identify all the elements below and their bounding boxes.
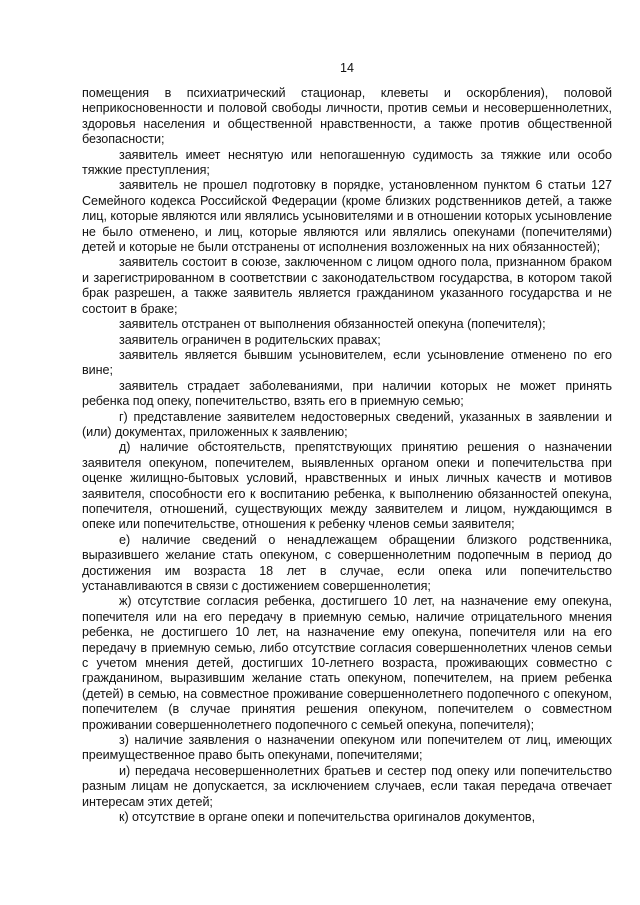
paragraph: заявитель ограничен в родительских правах; [119,332,381,347]
paragraph: ж) отсутствие согласия ребенка, достигшего 10 лет, на назначение ему опекуна, попечителя или на его передачу в приемную семью, наличие отрицательного мнения ребенка, не достигшего 10 лет, на назначение ему опекуна, попечителя или на его передачу в приемную семью, либо отсутствие согласия совершеннолетних членов семьи с учетом мнения детей, достигших 10-летнего возраста, проживающих совместно с гражданином, выразившим желание стать опекуном, попечителем, на прием ребенка (детей) в семью, на совместное проживание совершеннолетнего подопечного с опекуном, попечителем (в случае принятия решения опекуном, попечителем о совместном проживании совершеннолетнего подопечного с семьей опекуна, попечителя); [82,594,612,732]
paragraph: заявитель имеет неснятую или непогашенную судимость за тяжкие или особо тяжкие преступления; [82,147,612,178]
paragraph: заявитель страдает заболеваниями, при наличии которых не может принять ребенка под опеку, попечительство, взять его в приемную семью; [82,378,612,409]
page-number: 14 [340,61,354,75]
paragraph: к) отсутствие в органе опеки и попечительства оригиналов документов, [119,810,536,825]
document-body [82,86,612,826]
paragraph: заявитель состоит в союзе, заключенном с лицом одного пола, признанном браком и зарегистрированном в соответствии с законодательством государства, в котором такой брак разрешен, а также заявитель является гражданином указанного государства и не состоит в браке; [82,255,612,316]
paragraph: е) наличие сведений о ненадлежащем обращении близкого родственника, выразившего желание стать опекуном, с совершеннолетним подопечным в период до достижения им возраста 18 лет в случае, если опека или попечительство устанавливаются в связи с достижением совершеннолетия; [82,532,612,593]
paragraph: заявитель отстранен от выполнения обязанностей опекуна (попечителя); [119,317,546,332]
paragraph: заявитель является бывшим усыновителем, если усыновление отменено по его вине; [82,347,612,378]
paragraph: з) наличие заявления о назначении опекуном или попечителем от лиц, имеющих преимущественное право быть опекунами, попечителями; [82,733,612,763]
paragraph: г) представление заявителем недостоверных сведений, указанных в заявлении и (или) документах, приложенных к заявлению; [82,409,612,439]
document-page [82,60,612,826]
paragraph: д) наличие обстоятельств, препятствующих принятию решения о назначении заявителя опекуном, попечителем, выявленных органом опеки и попечительства при оценке жилищно-бытовых условий, нравственных и иных личных качеств и мотивов заявителя, способности его к воспитанию ребенка, к выполнению обязанностей опекуна, попечителя, отношений, существующих между заявителем и лицом, нуждающимся в опеке или попечительстве, отношения к ребенку членов семьи заявителя; [82,440,612,532]
paragraph: и) передача несовершеннолетних братьев и сестер под опеку или попечительство разным лицам не допускается, за исключением случаев, если такая передача отвечает интересам этих детей; [82,763,612,809]
paragraph: помещения в психиатрический стационар, клеветы и оскорбления), половой неприкосновенности и половой свободы личности, против семьи и несовершеннолетних, здоровья населения и общественной нравственности, а также против общественной безопасности; [82,86,612,147]
paragraph: заявитель не прошел подготовку в порядке, установленном пунктом 6 статьи 127 Семейного кодекса Российской Федерации (кроме близких родственников детей, а также лиц, которые являются или являлись усыновителями и в отношении которых усыновление не было отменено, и лиц, которые являются или являлись опекунами (попечителями) детей и которые не были отстранены от исполнения возложенных на них обязанностей); [82,178,612,255]
